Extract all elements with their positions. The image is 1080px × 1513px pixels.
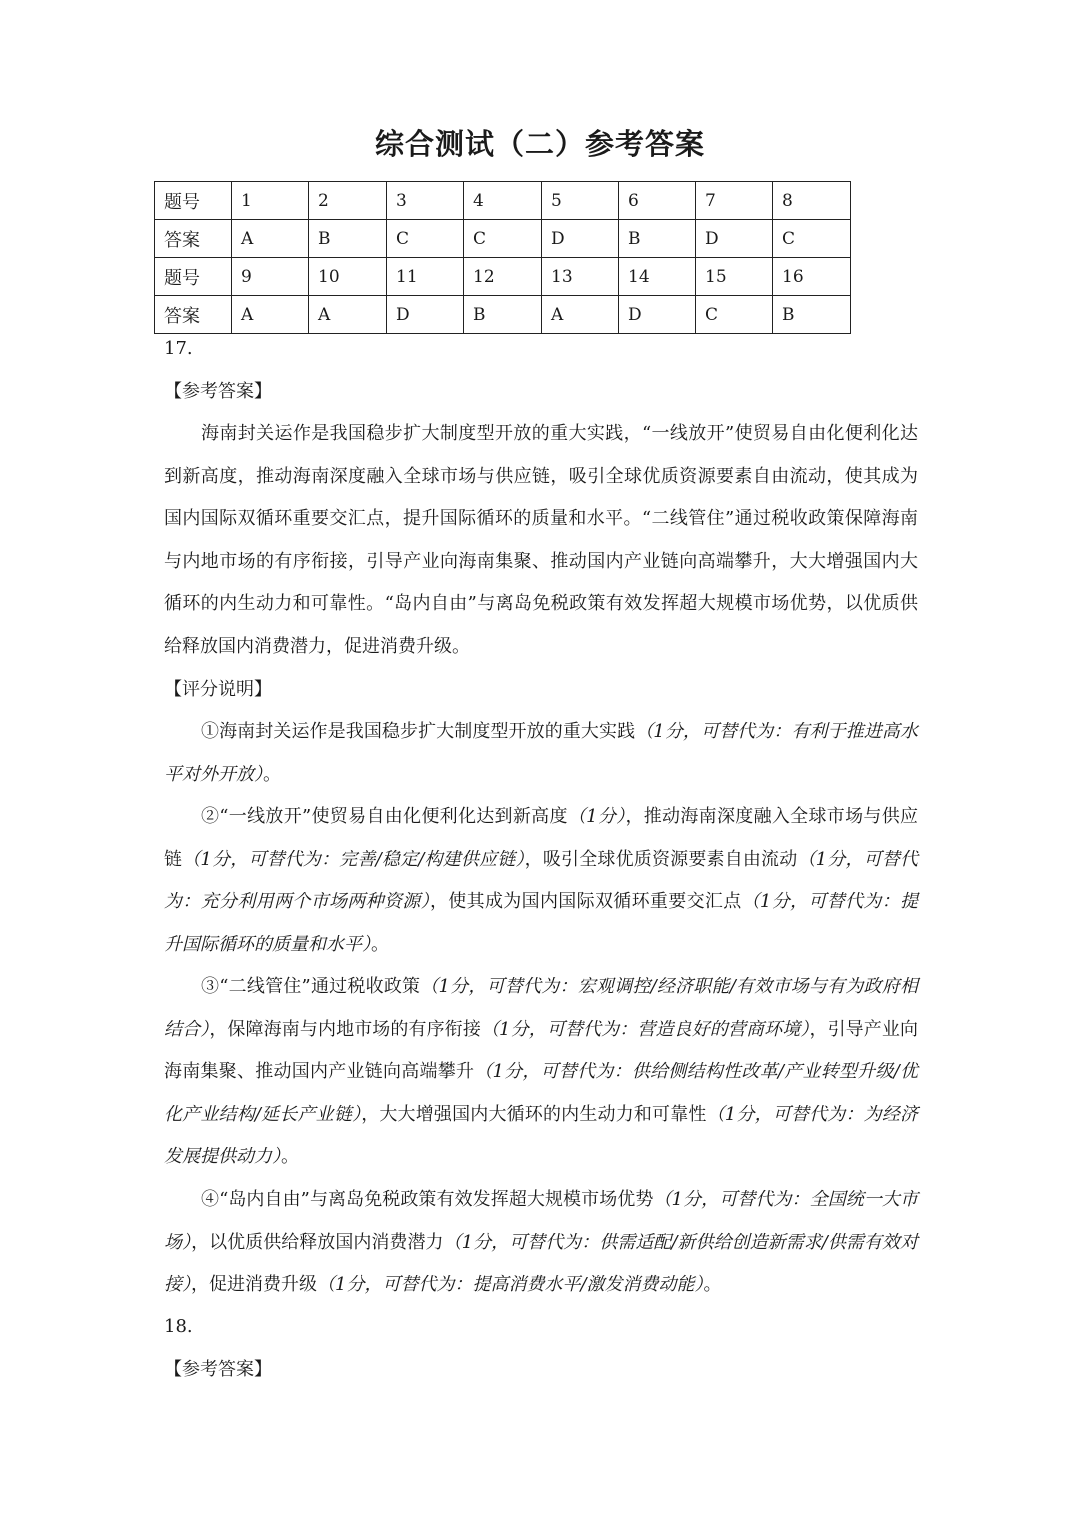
score-note: （1分，可替代为：充分利用两个市场两种资源） (164, 848, 918, 913)
table-cell: D (387, 296, 464, 334)
score-note: （1分，可替代为：供给侧结构性改革/产业转型升级/优化产业结构/延长产业链） (164, 1061, 918, 1125)
point-text: 。 (371, 933, 389, 955)
row-label: 答案 (155, 296, 232, 334)
point-text: ，推动海南深度融入全球市场与供应链 (164, 806, 919, 870)
score-note: （1分，可替代为：全国统一大市场） (164, 1189, 919, 1253)
score-note: （1分，可替代为：有利于推进高水平对外开放） (164, 721, 919, 785)
point-text: ③“二线管住”通过税收政策 (201, 976, 421, 997)
table-cell: B (619, 220, 696, 258)
q18-number: 18. (164, 1316, 193, 1337)
point-text: ，使其成为国内国际双循环重要交汇点 (429, 891, 742, 913)
table-row (155, 182, 851, 220)
q17-number: 17. (164, 338, 193, 359)
score-note: （1分，可替代为：营造良好的营商环境） (480, 1018, 810, 1040)
q17-ref-text: 海南封关运作是我国稳步扩大制度型开放的重大实践，“一线放开”使贸易自由化便利化达到新高度，推动海南深度融入全球市场与供应链，吸引全球优质资源要素自由流动，使其成为国内国际双循环重要交汇点，提升国际循环的质量和水平。“二线管住”通过税收政策保障海南与内地市场的有序衔接，引导产业向海南集聚、推动国内产业链向高端攀升，大大增强国内大循环的内生动力和可靠性。“岛内自由”与离岛免税政策有效发挥超大规模市场优势，以优质供给释放国内消费潜力，促进消费升级。 (164, 423, 918, 657)
score-note: （1分，可替代为：供需适配/新供给创造新需求/供需有效对接） (164, 1231, 919, 1296)
point-text: ，促进消费升级 (191, 1274, 317, 1296)
table-cell: C (773, 220, 851, 258)
point-text: ②“一线放开”使贸易自由化便利化达到新高度 (201, 806, 568, 827)
table-cell: C (464, 220, 542, 258)
table-cell: 2 (309, 182, 387, 220)
q17-ref-heading: 【参考答案】 (164, 381, 272, 402)
page-title: 综合测试（二）参考答案 (374, 127, 705, 161)
table-row (155, 258, 851, 296)
point-text: ，吸引全球优质资源要素自由流动 (524, 848, 798, 870)
table-cell: 16 (773, 258, 851, 296)
table-cell: 6 (619, 182, 696, 220)
table-cell: 3 (387, 182, 464, 220)
table-cell: B (464, 296, 542, 334)
point-text: 。 (263, 763, 281, 785)
answer-table (154, 181, 851, 334)
table-row (155, 296, 851, 334)
row-label: 答案 (155, 220, 232, 258)
score-note: （1分，可替代为：完善/稳定/构建供应链） (182, 848, 525, 870)
row-label: 题号 (155, 182, 232, 220)
q17-score-heading: 【评分说明】 (164, 679, 272, 700)
table-cell: B (309, 220, 387, 258)
score-note: （1分，可替代为：为经济发展提供动力） (164, 1103, 919, 1168)
point-text: ，大大增强国内大循环的内生动力和可靠性 (361, 1103, 707, 1125)
table-cell: 14 (619, 258, 696, 296)
point-text: 。 (703, 1274, 722, 1296)
table-cell: 10 (309, 258, 387, 296)
table-cell: D (619, 296, 696, 334)
table-cell: A (309, 296, 387, 334)
table-cell: 8 (773, 182, 851, 220)
q17-point-1 (164, 711, 918, 796)
point-text: ，以优质供给释放国内消费潜力 (191, 1231, 444, 1253)
q17-point-4 (164, 1179, 918, 1307)
table-cell: C (696, 296, 773, 334)
table-cell: A (542, 296, 619, 334)
table-cell: 15 (696, 258, 773, 296)
point-text: ，引导产业向海南集聚、推动国内产业链向高端攀升 (164, 1018, 919, 1083)
table-cell: 7 (696, 182, 773, 220)
table-cell: 11 (387, 258, 464, 296)
table-row (155, 220, 851, 258)
table-cell: A (232, 296, 309, 334)
point-text: ④“岛内自由”与离岛免税政策有效发挥超大规模市场优势 (201, 1189, 654, 1210)
table-cell: 1 (232, 182, 309, 220)
table-cell: A (232, 220, 309, 258)
score-note: （1分，可替代为：提高消费水平/激发消费动能） (317, 1274, 704, 1296)
q18-ref-heading: 【参考答案】 (164, 1359, 272, 1380)
table-cell: 5 (542, 182, 619, 220)
point-text: 。 (281, 1146, 299, 1168)
q17-point-3 (164, 966, 918, 1179)
table-cell: D (696, 220, 773, 258)
q17-point-2 (164, 796, 918, 966)
table-cell: D (542, 220, 619, 258)
table-cell: C (387, 220, 464, 258)
point-text: ，保障海南与内地市场的有序衔接 (209, 1018, 481, 1040)
row-label: 题号 (155, 258, 232, 296)
table-cell: 12 (464, 258, 542, 296)
score-note: （1分，可替代为：提升国际循环的质量和水平） (164, 891, 919, 955)
point-text: ①海南封关运作是我国稳步扩大制度型开放的重大实践 (201, 721, 636, 742)
score-note: （1分） (567, 806, 626, 827)
table-cell: 9 (232, 258, 309, 296)
score-note: （1分，可替代为：宏观调控/经济职能/有效市场与有为政府相结合） (164, 976, 918, 1040)
table-cell: 4 (464, 182, 542, 220)
table-cell: B (773, 296, 851, 334)
table-cell: 13 (542, 258, 619, 296)
